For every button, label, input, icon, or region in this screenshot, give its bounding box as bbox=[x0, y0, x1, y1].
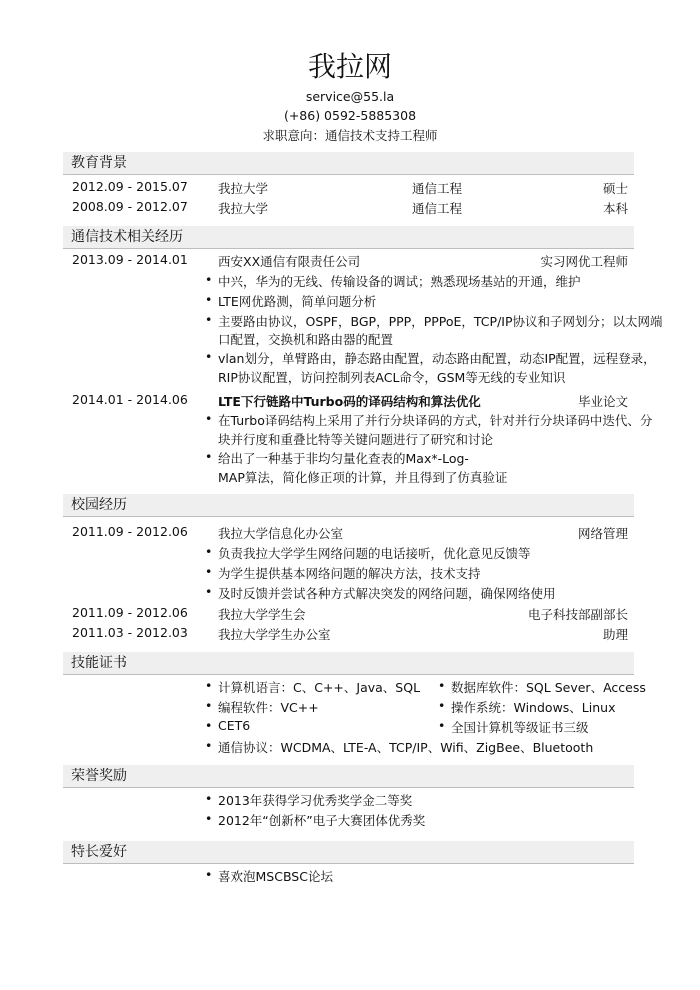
work-role: 实习网优工程师 bbox=[540, 254, 628, 269]
skill-item: CET6 bbox=[218, 718, 251, 733]
campus-org: 我拉大学学生办公室 bbox=[218, 627, 331, 642]
campus-role: 电子科技部副部长 bbox=[527, 607, 628, 622]
section-header-hobbies bbox=[63, 841, 634, 863]
hobby-item: 喜欢泡MSCBSC论坛 bbox=[218, 869, 333, 884]
section-header-campus bbox=[63, 494, 634, 516]
work-line: 块并行度和重叠比特等关键问题进行了研究和讨论 bbox=[218, 432, 494, 447]
edu-date: 2008.09 - 2012.07 bbox=[72, 199, 188, 214]
work-date: 2013.09 - 2014.01 bbox=[72, 252, 188, 267]
bullet: • bbox=[205, 867, 213, 882]
divider bbox=[63, 516, 634, 517]
edu-school: 我拉大学 bbox=[218, 181, 269, 196]
edu-major: 通信工程 bbox=[412, 181, 463, 196]
bullet: • bbox=[205, 564, 213, 579]
section-header-honors bbox=[63, 765, 634, 787]
honor-item: 2012年“创新杯”电子大赛团体优秀奖 bbox=[218, 813, 426, 828]
skill-item: 编程软件：VC++ bbox=[218, 700, 319, 715]
work-line: 主要路由协议，OSPF，BGP，PPP，PPPoE，TCP/IP协议和子网划分；以太网端 bbox=[218, 314, 663, 329]
skill-item: 计算机语言：C、C++、Java、SQL bbox=[218, 680, 421, 695]
divider bbox=[63, 248, 634, 249]
work-line: LTE网优路测，简单问题分析 bbox=[218, 294, 377, 309]
work-line: MAP算法，简化修正项的计算，并且得到了仿真验证 bbox=[218, 470, 508, 485]
campus-date: 2011.09 - 2012.06 bbox=[72, 524, 188, 539]
bullet: • bbox=[205, 544, 213, 559]
section-header-skills bbox=[63, 652, 634, 674]
section-header-education bbox=[63, 152, 634, 174]
bullet: • bbox=[205, 349, 213, 364]
work-line: 给出了一种基于非均匀量化查表的Max*-Log- bbox=[218, 451, 469, 466]
bullet: • bbox=[438, 678, 446, 693]
campus-org: 我拉大学学生会 bbox=[218, 607, 306, 622]
section-title: 荣誉奖励 bbox=[71, 768, 127, 784]
bullet: • bbox=[205, 791, 213, 806]
resume-name: 我拉网 bbox=[307, 50, 392, 83]
job-objective: 求职意向：通信技术支持工程师 bbox=[262, 128, 438, 143]
section-title: 校园经历 bbox=[71, 497, 127, 513]
section-title: 教育背景 bbox=[71, 155, 127, 171]
work-line: 在Turbo译码结构上采用了并行分块译码的方式，针对并行分块译码中迭代、分 bbox=[218, 413, 653, 428]
skill-item: 通信协议：WCDMA、LTE-A、TCP/IP、Wifi、ZigBee、Bluetooth bbox=[218, 740, 594, 755]
bullet: • bbox=[205, 738, 213, 753]
bullet: • bbox=[205, 272, 213, 287]
bullet: • bbox=[205, 411, 213, 426]
work-org: LTE下行链路中Turbo码的译码结构和算法优化 bbox=[218, 394, 481, 409]
bullet: • bbox=[205, 584, 213, 599]
work-org: 西安XX通信有限责任公司 bbox=[218, 254, 361, 269]
campus-date: 2011.03 - 2012.03 bbox=[72, 625, 188, 640]
email: service@55.la bbox=[305, 89, 395, 104]
phone: (+86) 0592-5885308 bbox=[283, 108, 417, 123]
edu-major: 通信工程 bbox=[412, 201, 463, 216]
campus-date: 2011.09 - 2012.06 bbox=[72, 605, 188, 620]
work-date: 2014.01 - 2014.06 bbox=[72, 392, 188, 407]
bullet: • bbox=[205, 698, 213, 713]
section-title: 特长爱好 bbox=[71, 844, 127, 860]
work-line: 中兴，华为的无线、传输设备的调试；熟悉现场基站的开通，维护 bbox=[218, 274, 581, 289]
skill-item: 操作系统：Windows、Linux bbox=[451, 700, 616, 715]
bullet: • bbox=[438, 698, 446, 713]
bullet: • bbox=[438, 718, 446, 733]
divider bbox=[63, 787, 634, 788]
skill-item: 全国计算机等级证书三级 bbox=[451, 720, 589, 735]
campus-line: 负责我拉大学学生网络问题的电话接听，优化意见反馈等 bbox=[218, 546, 531, 561]
section-title: 通信技术相关经历 bbox=[71, 229, 183, 245]
bullet: • bbox=[205, 292, 213, 307]
work-role: 毕业论文 bbox=[577, 394, 628, 409]
bullet: • bbox=[205, 718, 213, 733]
bullet: • bbox=[205, 449, 213, 464]
work-line: 口配置，交换机和路由器的配置 bbox=[218, 332, 394, 347]
edu-degree: 硕士 bbox=[602, 181, 628, 196]
work-line: RIP协议配置，访问控制列表ACL命令，GSM等无线的专业知识 bbox=[218, 370, 566, 385]
honor-item: 2013年获得学习优秀奖学金二等奖 bbox=[218, 793, 413, 808]
campus-role: 网络管理 bbox=[577, 526, 628, 541]
campus-org: 我拉大学信息化办公室 bbox=[218, 526, 344, 541]
divider bbox=[63, 674, 634, 675]
campus-line: 为学生提供基本网络问题的解决方法，技术支持 bbox=[218, 566, 481, 581]
skill-item: 数据库软件：SQL Sever、Access bbox=[451, 680, 646, 695]
bullet: • bbox=[205, 811, 213, 826]
bullet: • bbox=[205, 312, 213, 327]
bullet: • bbox=[205, 678, 213, 693]
divider bbox=[63, 174, 634, 175]
edu-degree: 本科 bbox=[602, 201, 628, 216]
section-header-work bbox=[63, 226, 634, 248]
edu-school: 我拉大学 bbox=[218, 201, 269, 216]
divider bbox=[63, 863, 634, 864]
edu-date: 2012.09 - 2015.07 bbox=[72, 179, 188, 194]
campus-line: 及时反馈并尝试各种方式解决突发的网络问题，确保网络使用 bbox=[218, 586, 556, 601]
campus-role: 助理 bbox=[602, 627, 628, 642]
work-line: vlan划分，单臂路由，静态路由配置，动态路由配置，动态IP配置，远程登录， bbox=[218, 351, 656, 366]
section-title: 技能证书 bbox=[71, 655, 127, 671]
